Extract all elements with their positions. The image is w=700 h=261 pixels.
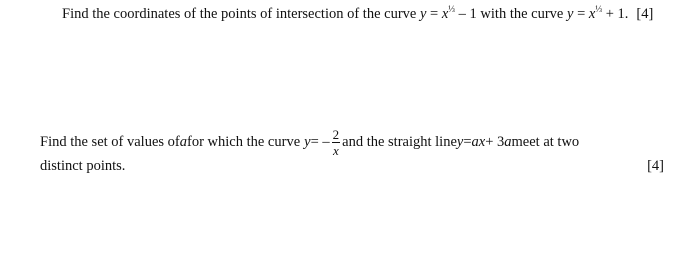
question-1-curve-1-exponent: ⅓ xyxy=(448,4,456,14)
question-1-curve-2-exponent: ⅓ xyxy=(595,4,603,14)
question-2-line-2-text: distinct points. xyxy=(40,158,126,174)
question-1-curve-2-x: x xyxy=(588,6,596,22)
question-2-text-d: meet at two xyxy=(511,133,580,150)
question-2-marks: [4] xyxy=(647,158,664,174)
question-2-text-c: and the straight line xyxy=(342,133,457,150)
question-2-line-y: y xyxy=(456,133,464,150)
question-1-curve-2-y: y xyxy=(567,6,574,22)
question-1-curve-1-x: x xyxy=(441,6,449,22)
question-2-line-ax: ax xyxy=(471,133,486,150)
question-1-curve-2-tail: + 1. xyxy=(602,6,629,22)
question-2-line-a: a xyxy=(504,133,512,150)
question-1 xyxy=(62,6,700,23)
question-2-fraction-denominator: x xyxy=(333,142,339,158)
question-2-var-a: a xyxy=(179,133,187,150)
question-2-line-2 xyxy=(40,158,664,175)
question-1-curve-1-equals: = xyxy=(426,6,442,22)
question-2-curve-equals: = – xyxy=(310,133,330,150)
question-2-curve-y: y xyxy=(304,133,311,150)
question-1-curve-1-y: y xyxy=(419,6,427,22)
question-2-line-1 xyxy=(40,124,700,160)
question-2-line-equals: = xyxy=(463,133,472,150)
question-2-fraction xyxy=(332,128,341,157)
question-2-text-a: Find the set of values of xyxy=(40,133,180,150)
question-2-fraction-numerator: 2 xyxy=(332,126,340,142)
question-1-text: Find the coordinates of the points of intersection of the curve xyxy=(62,6,420,22)
question-1-curve-1-tail: – 1 with the curve xyxy=(455,6,567,22)
question-1-curve-2-equals: = xyxy=(573,6,589,22)
question-2-text-b: for which the curve xyxy=(187,133,301,150)
question-2-line-plus: + 3 xyxy=(485,133,505,150)
question-1-marks: [4] xyxy=(636,6,654,22)
